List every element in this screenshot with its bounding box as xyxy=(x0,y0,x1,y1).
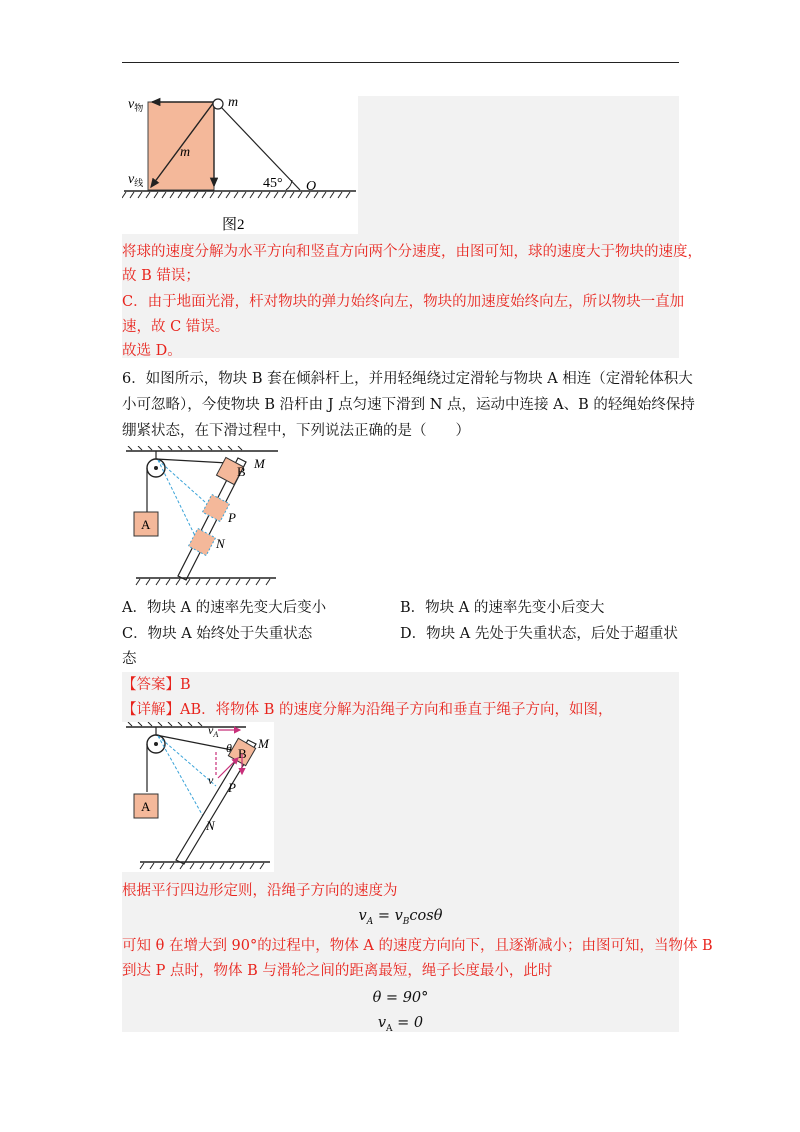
answer-diagram xyxy=(122,722,274,872)
ball xyxy=(213,99,223,109)
label-theta: θ xyxy=(226,741,232,755)
figure-2 xyxy=(122,96,358,234)
option-b: B．物块 A 的速率先变小后变大 xyxy=(400,600,605,616)
solution-line-2: 故 B 错误； xyxy=(122,268,200,284)
answer-label: 【答案】B xyxy=(122,677,191,693)
question-6-diagram xyxy=(122,446,282,588)
label-va: $v_A$ xyxy=(208,723,219,739)
answer-theta-line-1: 可知 θ 在增大到 90°的过程中，物体 A 的速度方向向下，且逐渐减小；由图可知，当物体 B xyxy=(122,938,713,954)
label-m-mid: m xyxy=(180,145,191,160)
label-angle: 45° xyxy=(263,176,283,191)
label-m: M xyxy=(254,456,265,471)
option-d-continued: 态 xyxy=(122,651,137,667)
solution-line-3: C．由于地面光滑，杆对物块的弹力始终向左，物块的加速度始终向左，所以物块一直加 xyxy=(122,294,685,310)
option-d: D．物块 A 先处于失重状态，后处于超重状 xyxy=(400,626,678,642)
answer-theta-line-2: 到达 P 点时，物体 B 与滑轮之间的距离最短，绳子长度最小，此时 xyxy=(122,963,553,979)
option-c: C．物块 A 始终处于失重状态 xyxy=(122,626,313,642)
solution-line-5: 故选 D。 xyxy=(122,343,182,359)
label-v-object: $v_物$ xyxy=(128,97,144,113)
figure-caption: 图2 xyxy=(222,217,245,233)
label-m-top: m xyxy=(228,96,239,110)
question-6-line-3: 绷紧状态，在下滑过程中，下列说法正确的是（ ） xyxy=(122,423,470,439)
svg-text:M: M xyxy=(258,736,269,751)
formula-va-zero: $v_A = 0$ xyxy=(377,1015,424,1034)
answer-rule-line: 根据平行四边形定则，沿绳子方向的速度为 xyxy=(122,883,398,899)
label-o: O xyxy=(306,179,317,194)
option-a: A．物块 A 的速率先变大后变小 xyxy=(122,600,327,616)
question-6-line-2: 小可忽略），今使物块 B 沿杆由 J 点匀速下滑到 N 点，运动中连接 A、B 的轻绳始终保持 xyxy=(122,397,695,413)
label-v: v xyxy=(208,773,214,787)
solution-line-1: 将球的速度分解为水平方向和竖直方向两个分速度，由图可知，球的速度大于物块的速度， xyxy=(122,244,702,260)
svg-text:P: P xyxy=(228,780,236,795)
solution-line-4: 速，故 C 错误。 xyxy=(122,319,230,335)
label-p: P xyxy=(228,510,236,525)
svg-text:A: A xyxy=(141,517,151,532)
question-6-figure xyxy=(122,446,282,588)
label-v-line: $v_线$ xyxy=(128,172,144,188)
svg-text:B: B xyxy=(237,464,246,479)
question-6-line-1: 6．如图所示，物块 B 套在倾斜杆上，并用轻绳绕过定滑轮与物块 A 相连（定滑轮体积大 xyxy=(122,371,693,387)
label-n: N xyxy=(216,536,225,551)
answer-figure xyxy=(122,722,274,872)
header-rule xyxy=(122,62,679,63)
formula-va-vb: $v_A = v_B\cos\theta$ xyxy=(358,908,443,927)
figure-2-diagram xyxy=(122,96,358,234)
svg-text:A: A xyxy=(141,799,151,814)
svg-text:B: B xyxy=(238,746,247,761)
answer-detail: 【详解】AB．将物体 B 的速度分解为沿绳子方向和垂直于绳子方向，如图， xyxy=(122,702,613,718)
formula-theta: θ = 90° xyxy=(372,990,429,1006)
svg-text:N: N xyxy=(206,818,215,833)
